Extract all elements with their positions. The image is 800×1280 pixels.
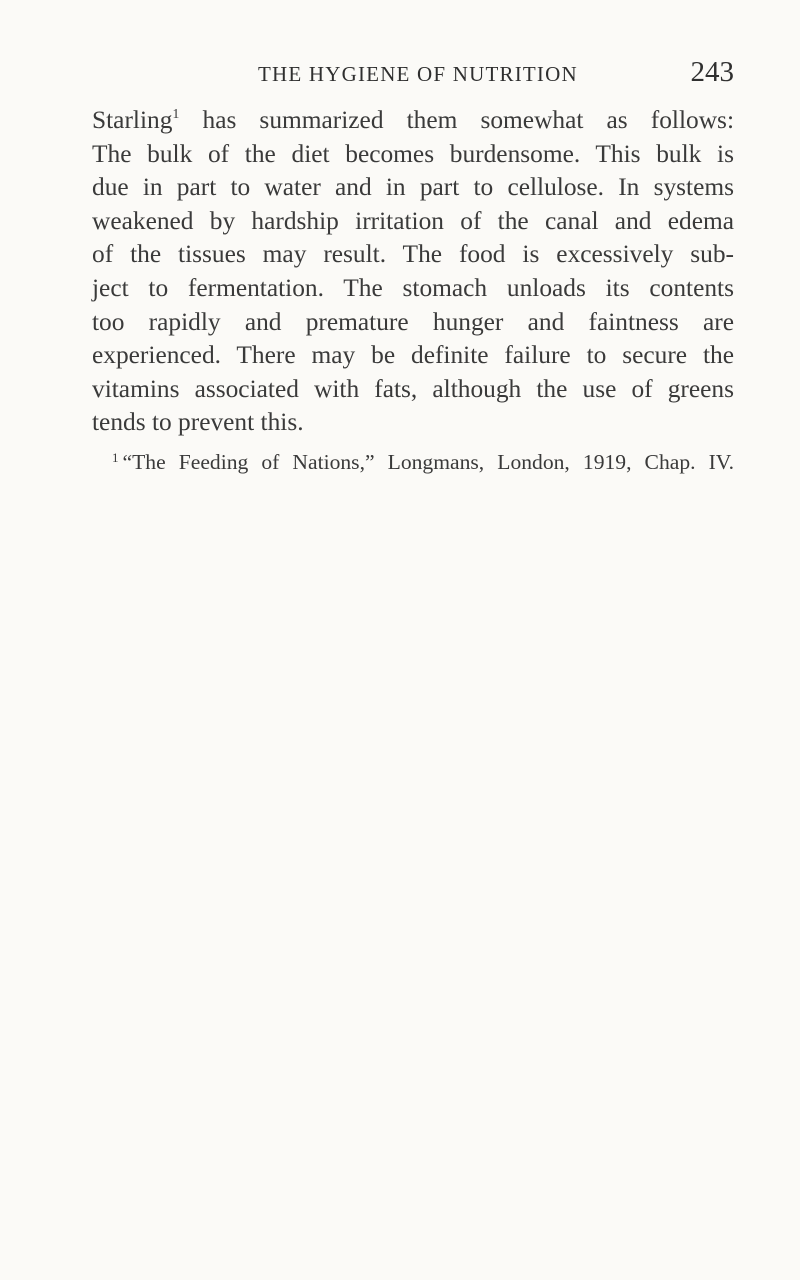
paragraph-line: tends to prevent this. (92, 408, 304, 437)
page-number: 243 (690, 56, 734, 88)
paragraph-line (92, 104, 734, 138)
footnote-reference: 1 (172, 107, 180, 122)
paragraph-line-text: has summarized them somewhat as follows: (179, 106, 734, 134)
author-name: Starling (92, 106, 173, 134)
footnote-mark: 1 (112, 450, 119, 465)
page-header (92, 56, 734, 96)
body-paragraph (92, 104, 734, 440)
paragraph-line: due in part to water and in part to cellulose. In systems (92, 173, 734, 202)
paragraph-line: experienced. There may be definite failure to secure the (92, 341, 734, 370)
paragraph-line: The bulk of the diet becomes burdensome. This bulk is (92, 139, 734, 168)
paragraph-line: of the tissues may result. The food is excessively sub- (92, 240, 734, 269)
footnote-text: “The Feeding of Nations,” Longmans, London, 1919, Chap. IV. (122, 450, 734, 474)
paragraph-line: vitamins associated with fats, although the use of greens (92, 374, 734, 403)
paragraph-line: ject to fermentation. The stomach unloads its contents (92, 273, 734, 302)
footnote (112, 448, 734, 476)
paragraph-line: weakened by hardship irritation of the canal and edema (92, 206, 734, 235)
running-head: THE HYGIENE OF NUTRITION (258, 62, 578, 86)
paragraph-line: too rapidly and premature hunger and faintness are (92, 307, 734, 336)
